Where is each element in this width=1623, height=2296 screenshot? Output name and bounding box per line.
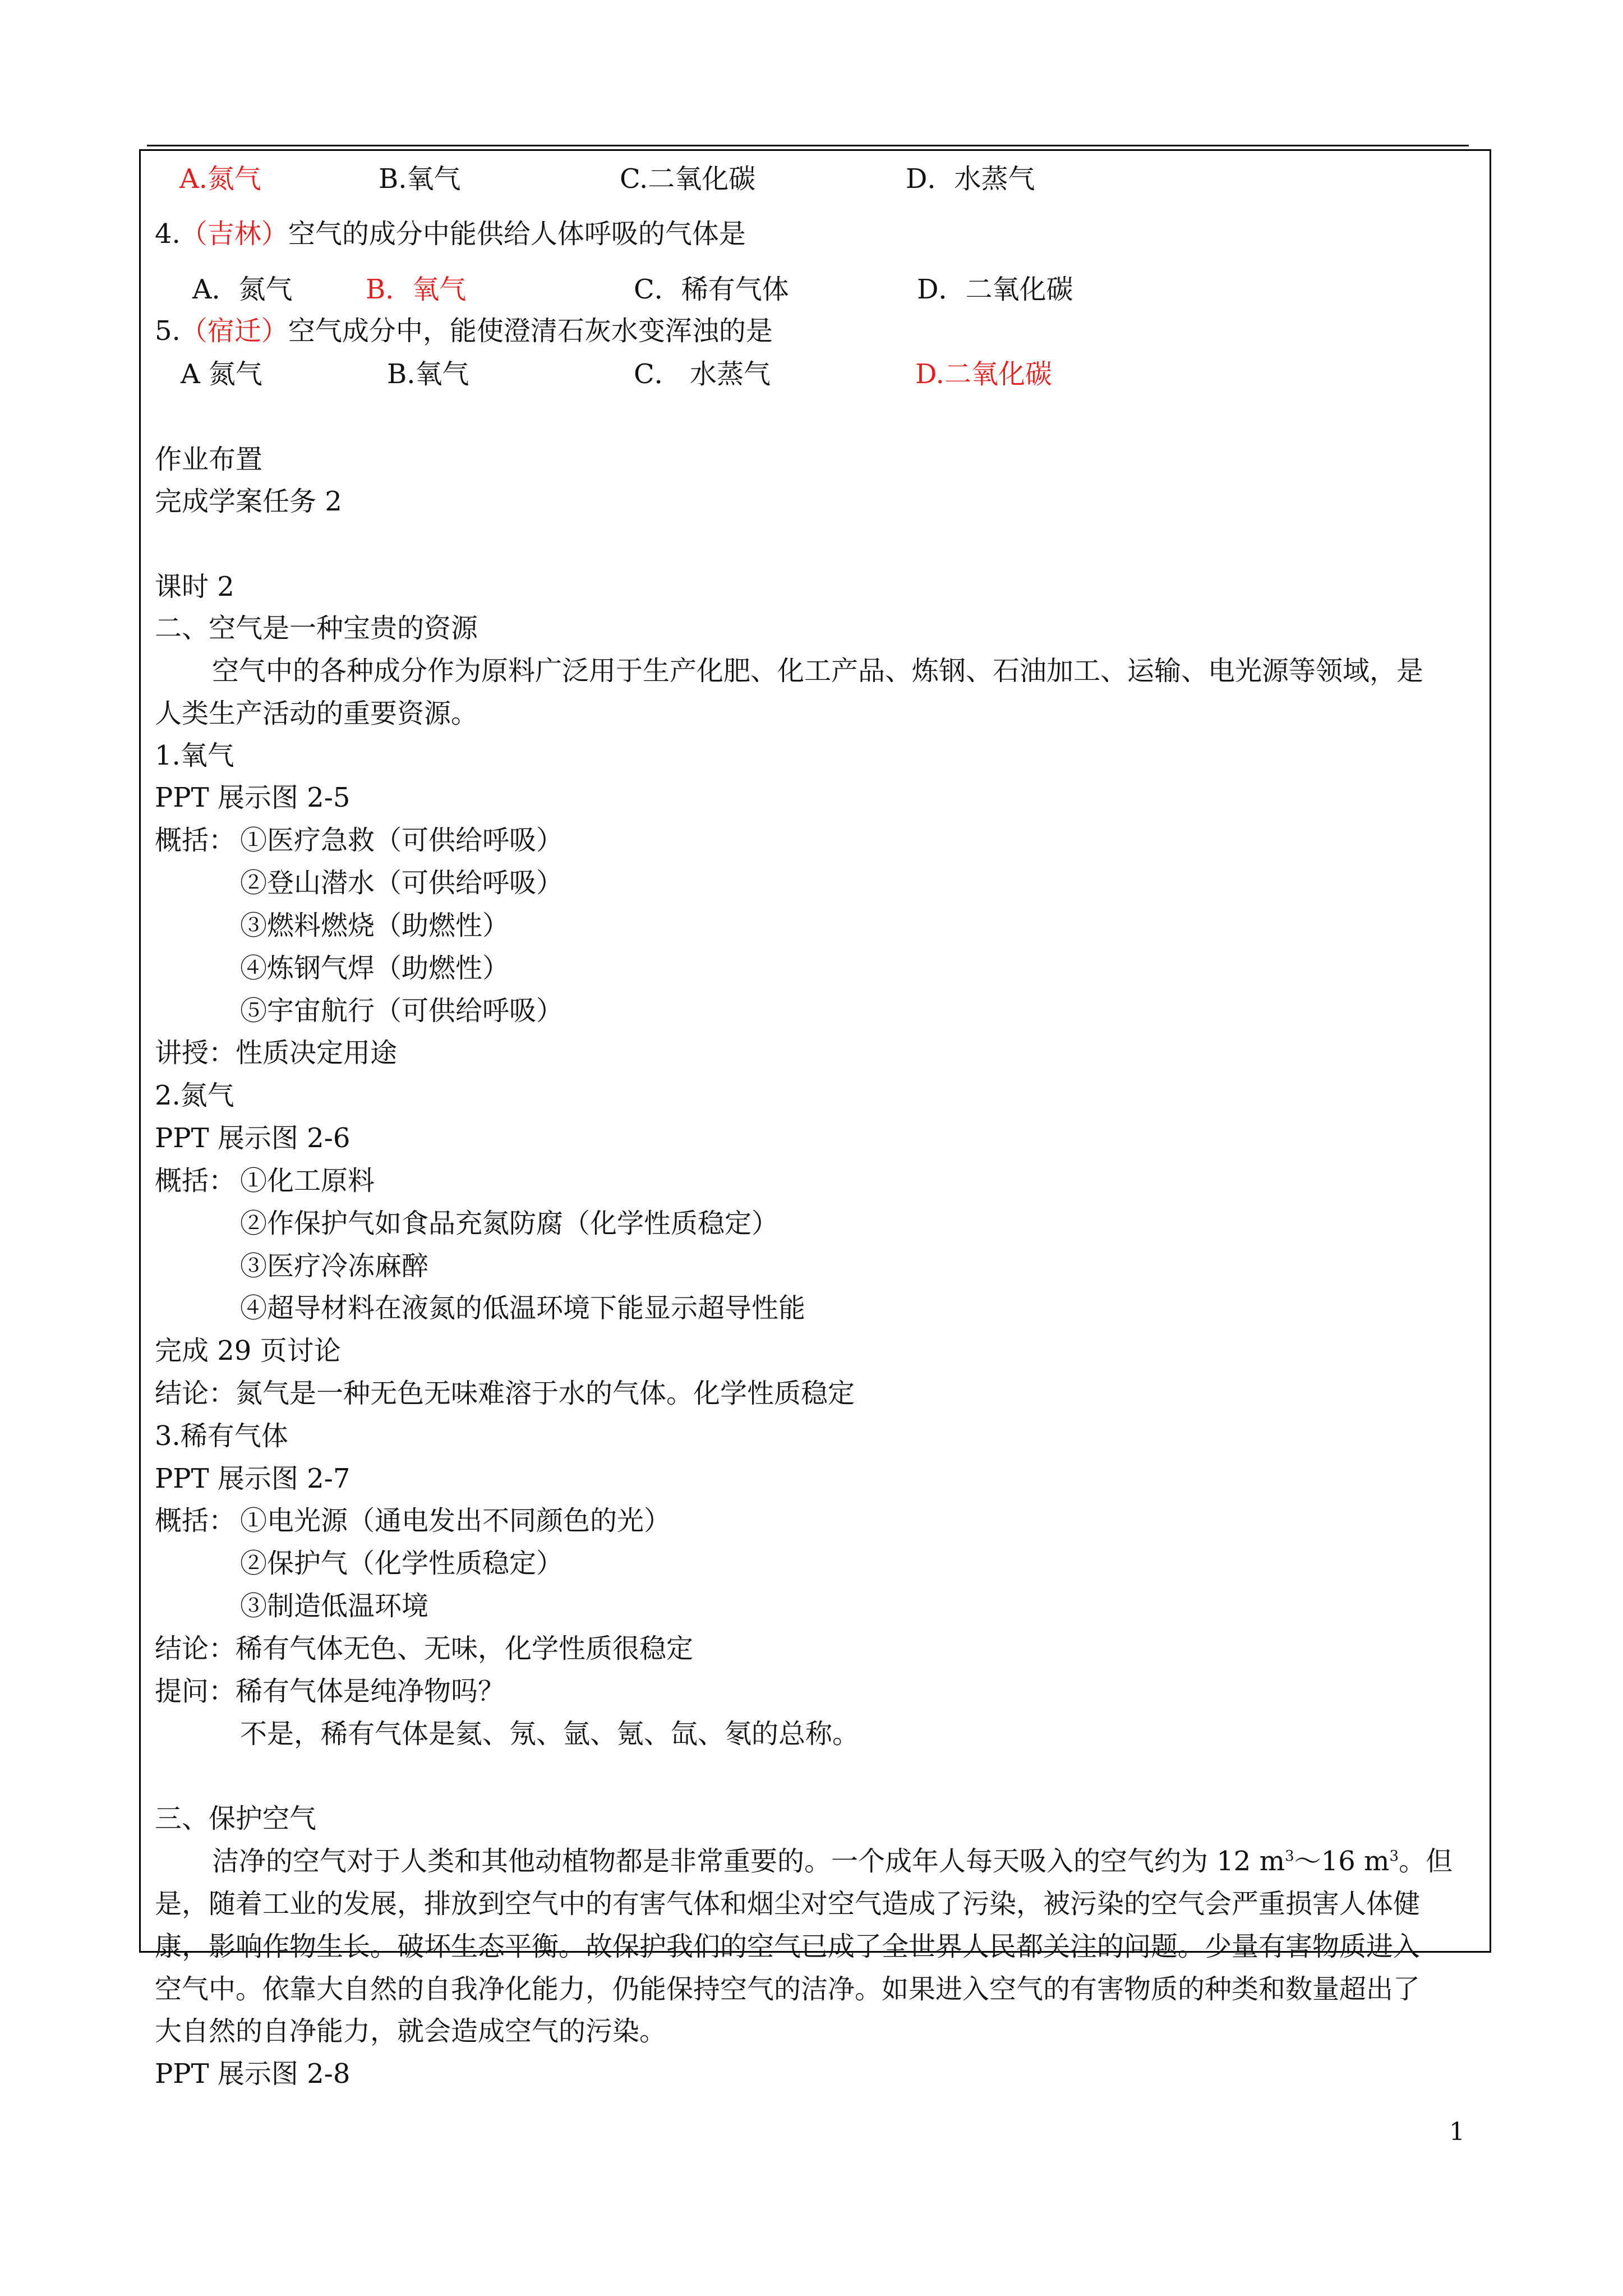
nitrogen-item: ②作保护气如食品充氮防腐（化学性质稳定） — [240, 1208, 779, 1239]
q3-option-b: B.氧气 — [379, 163, 461, 195]
q5-question — [155, 315, 773, 347]
lesson-title: 课时 2 — [155, 571, 234, 602]
noble-gas-question: 提问：稀有气体是纯净物吗？ — [155, 1676, 505, 1707]
q4-option-c: C．稀有气体 — [634, 274, 789, 305]
noble-gas-conclusion: 结论：稀有气体无色、无味，化学性质很稳定 — [155, 1633, 694, 1664]
homework-task: 完成学案任务 2 — [155, 486, 342, 517]
q4-text: 空气的成分中能供给人体呼吸的气体是 — [288, 218, 746, 250]
homework-title: 作业布置 — [155, 444, 263, 475]
page-number: 1 — [1449, 2118, 1465, 2146]
nitrogen-item: ④超导材料在液氮的低温环境下能显示超导性能 — [240, 1292, 806, 1324]
header-rule — [147, 145, 1469, 146]
noble-gas-answer: 不是，稀有气体是氦、氖、氩、氪、氙、氡的总称。 — [240, 1718, 860, 1750]
section-3-paragraph-line-4: 空气中。依靠大自然的自我净化能力，仍能保持空气的洁净。如果进入空气的有害物质的种类和数量超出了 — [155, 1973, 1421, 2005]
q5-option-a: A 氮气 — [181, 358, 262, 390]
nitrogen-item: ③医疗冷冻麻醉 — [240, 1250, 429, 1282]
superscript: 3 — [1389, 1848, 1399, 1865]
q3-option-c: C.二氧化碳 — [620, 163, 756, 195]
q5-option-d: D.二氧化碳 — [915, 358, 1053, 390]
section-3-title: 三、保护空气 — [155, 1803, 317, 1834]
q4-option-b: B．氧气 — [366, 274, 467, 305]
q4-option-d: D．二氧化碳 — [917, 274, 1073, 305]
q5-number: 5. — [155, 315, 181, 347]
oxygen-item: ①医疗急救（可供给呼吸） — [240, 825, 564, 856]
q4-question — [155, 218, 746, 250]
nitrogen-summary-label: 概括： — [155, 1165, 236, 1197]
noble-gas-ppt: PPT 展示图 2-7 — [155, 1463, 351, 1494]
section-3-paragraph-line-3: 康，影响作物生长。破坏生态平衡。故保护我们的空气已成了全世界人民都关注的问题。少量有害物质进入 — [155, 1931, 1421, 1962]
q4-source: （吉林） — [180, 218, 288, 250]
oxygen-item: ⑤宇宙航行（可供给呼吸） — [240, 995, 564, 1027]
oxygen-summary-label: 概括： — [155, 825, 236, 856]
oxygen-ppt: PPT 展示图 2-5 — [155, 782, 351, 813]
q5-source: （宿迁） — [180, 315, 288, 347]
noble-gas-item: ②保护气（化学性质稳定） — [240, 1548, 564, 1579]
q3-option-a: A.氮气 — [179, 163, 261, 195]
q5-text: 空气成分中，能使澄清石灰水变浑浊的是 — [288, 315, 773, 347]
oxygen-item: ④炼钢气焊（助燃性） — [240, 953, 510, 984]
superscript: 3 — [1285, 1848, 1294, 1865]
oxygen-item: ③燃料燃烧（助燃性） — [240, 910, 510, 941]
nitrogen-conclusion: 结论：氮气是一种无色无味难溶于水的气体。化学性质稳定 — [155, 1378, 855, 1409]
noble-gas-item: ①电光源（通电发出不同颜色的光） — [240, 1505, 671, 1536]
oxygen-item: ②登山潜水（可供给呼吸） — [240, 867, 564, 899]
oxygen-title: 1.氧气 — [155, 740, 234, 771]
q3-option-d: D．水蒸气 — [906, 163, 1035, 195]
section-2-paragraph-line-1: 空气中的各种成分作为原料广泛用于生产化肥、化工产品、炼钢、石油加工、运输、电光源等领域，是 — [212, 655, 1424, 687]
q5-option-b: B.氧气 — [387, 358, 469, 390]
section-3-paragraph-line-5: 大自然的自净能力，就会造成空气的污染。 — [155, 2016, 667, 2047]
section-2-paragraph-line-2: 人类生产活动的重要资源。 — [155, 698, 478, 729]
paragraph-text: 洁净的空气对于人类和其他动植物都是非常重要的。一个成年人每天吸入的空气约为 12 m — [212, 1846, 1285, 1877]
noble-gas-title: 3.稀有气体 — [155, 1420, 288, 1452]
paragraph-text: 。但 — [1399, 1846, 1453, 1877]
nitrogen-ppt: PPT 展示图 2-6 — [155, 1122, 351, 1154]
section-3-ppt: PPT 展示图 2-8 — [155, 2058, 351, 2090]
section-3-paragraph-line-1 — [212, 1848, 1453, 1875]
nitrogen-discussion: 完成 29 页讨论 — [155, 1335, 341, 1366]
nitrogen-title: 2.氮气 — [155, 1080, 234, 1111]
nitrogen-item: ①化工原料 — [240, 1165, 375, 1197]
oxygen-lecture: 讲授：性质决定用途 — [155, 1037, 398, 1069]
q4-option-a: A．氮气 — [192, 274, 293, 305]
section-3-paragraph-line-2: 是，随着工业的发展，排放到空气中的有害气体和烟尘对空气造成了污染，被污染的空气会严重损害人体健 — [155, 1888, 1421, 1920]
q4-number: 4. — [155, 218, 181, 250]
noble-gas-summary-label: 概括： — [155, 1505, 236, 1536]
section-2-title: 二、空气是一种宝贵的资源 — [155, 613, 478, 644]
q5-option-c: C． 水蒸气 — [634, 358, 771, 390]
noble-gas-item: ③制造低温环境 — [240, 1590, 429, 1622]
paragraph-text: ～16 m — [1294, 1846, 1390, 1877]
